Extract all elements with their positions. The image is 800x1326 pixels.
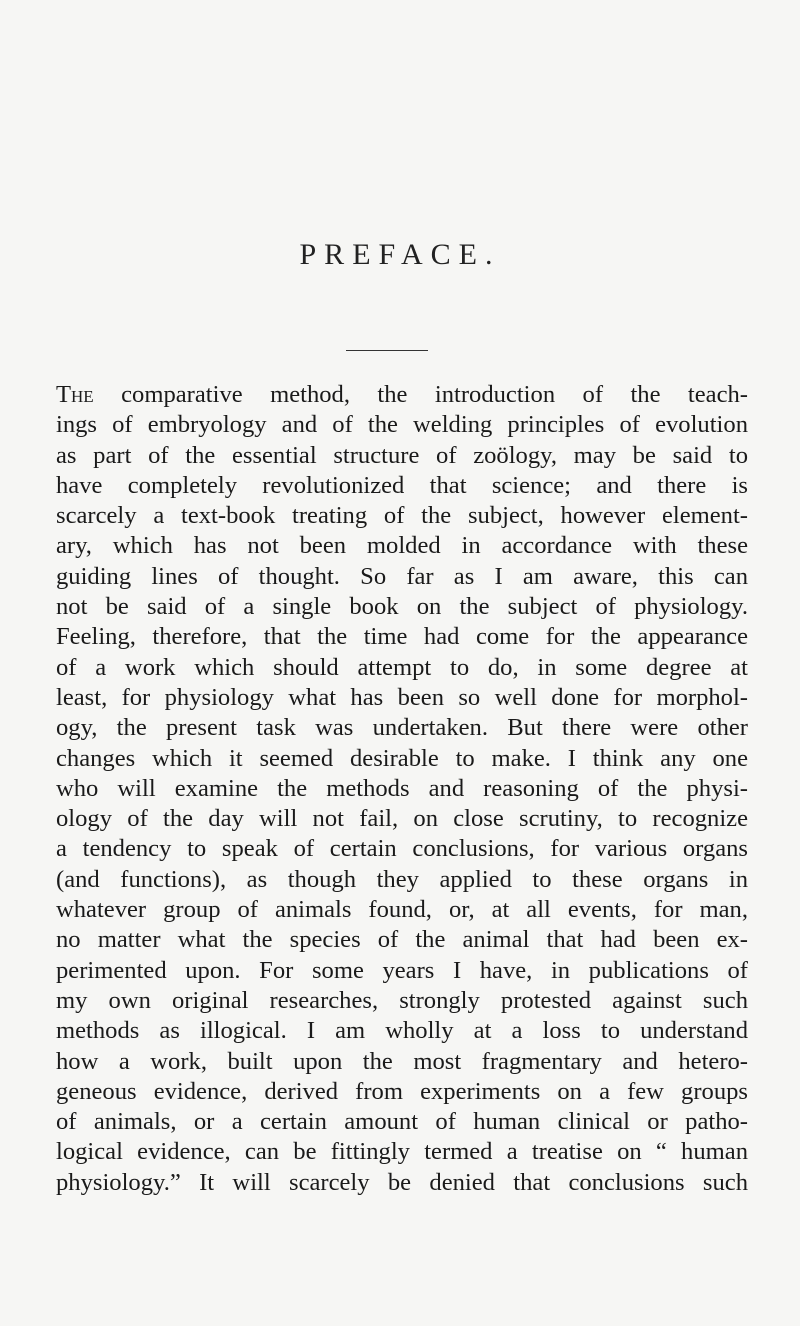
page-title: PREFACE. <box>299 238 501 271</box>
text-line <box>56 441 748 471</box>
line-text: guiding lines of thought. So far as I am aware, this can <box>56 562 748 590</box>
text-line <box>56 562 748 592</box>
text-line <box>56 1077 748 1107</box>
line-text: (and functions), as though they applied to these organs in <box>56 865 748 893</box>
text-line <box>56 380 748 410</box>
line-text: my own original researches, strongly protested against such <box>56 986 748 1014</box>
title-rule <box>346 350 428 351</box>
text-line <box>56 592 748 622</box>
line-text: logical evidence, can be fittingly termed a treatise on “ human <box>56 1138 748 1166</box>
line-text: no matter what the species of the animal that had been ex- <box>56 926 748 954</box>
line-text: ogy, the present task was undertaken. But there were other <box>56 714 748 742</box>
line-text: ary, which has not been molded in accordance with these <box>56 532 748 560</box>
text-line <box>56 531 748 561</box>
line-text: of a work which should attempt to do, in some degree at <box>56 653 748 681</box>
line-text: a tendency to speak of certain conclusions, for various organs <box>56 835 748 863</box>
line-text: have completely revolutionized that science; and there is <box>56 471 748 499</box>
line-text: not be said of a single book on the subject of physiology. <box>56 593 748 621</box>
text-line <box>56 895 748 925</box>
line-text: how a work, built upon the most fragmentary and hetero- <box>56 1047 748 1075</box>
line-text: whatever group of animals found, or, at all events, for man, <box>56 896 748 924</box>
line-text: physiology.” It will scarcely be denied that conclusions such <box>56 1168 748 1196</box>
line-text: scarcely a text-book treating of the subject, however element- <box>56 502 748 530</box>
text-line <box>56 501 748 531</box>
line-text: least, for physiology what has been so well done for morphol- <box>56 683 748 711</box>
text-line <box>56 1016 748 1046</box>
line-text: who will examine the methods and reasoning of the physi- <box>56 774 748 802</box>
text-line <box>56 834 748 864</box>
line-text: methods as illogical. I am wholly at a loss to understand <box>56 1017 748 1045</box>
text-line <box>56 683 748 713</box>
line-text: geneous evidence, derived from experiments on a few groups <box>56 1077 748 1105</box>
text-line <box>56 1137 748 1167</box>
text-line <box>56 653 748 683</box>
text-line <box>56 956 748 986</box>
text-line <box>56 986 748 1016</box>
text-line <box>56 1047 748 1077</box>
text-line <box>56 622 748 652</box>
line-text: of animals, or a certain amount of human clinical or patho- <box>56 1108 748 1136</box>
line-text: ings of embryology and of the welding principles of evolution <box>56 411 748 439</box>
line-text: comparative method, the introduction of the teach- <box>93 381 748 408</box>
line-text: ology of the day will not fail, on close scrutiny, to recognize <box>56 805 748 833</box>
line-text: Feeling, therefore, that the time had come for the appearance <box>56 623 748 651</box>
preface-body-text <box>56 380 748 1198</box>
line-text: as part of the essential structure of zoölogy, may be said to <box>56 441 748 469</box>
text-line <box>56 410 748 440</box>
text-line <box>56 471 748 501</box>
opening-word: The <box>56 381 94 408</box>
text-line <box>56 925 748 955</box>
text-line <box>56 1107 748 1137</box>
text-line <box>56 774 748 804</box>
text-line <box>56 713 748 743</box>
text-line <box>56 804 748 834</box>
text-line <box>56 1168 748 1198</box>
text-line <box>56 744 748 774</box>
line-text: changes which it seemed desirable to make. I think any one <box>56 744 748 772</box>
line-text: perimented upon. For some years I have, in publications of <box>56 956 748 984</box>
text-line <box>56 865 748 895</box>
